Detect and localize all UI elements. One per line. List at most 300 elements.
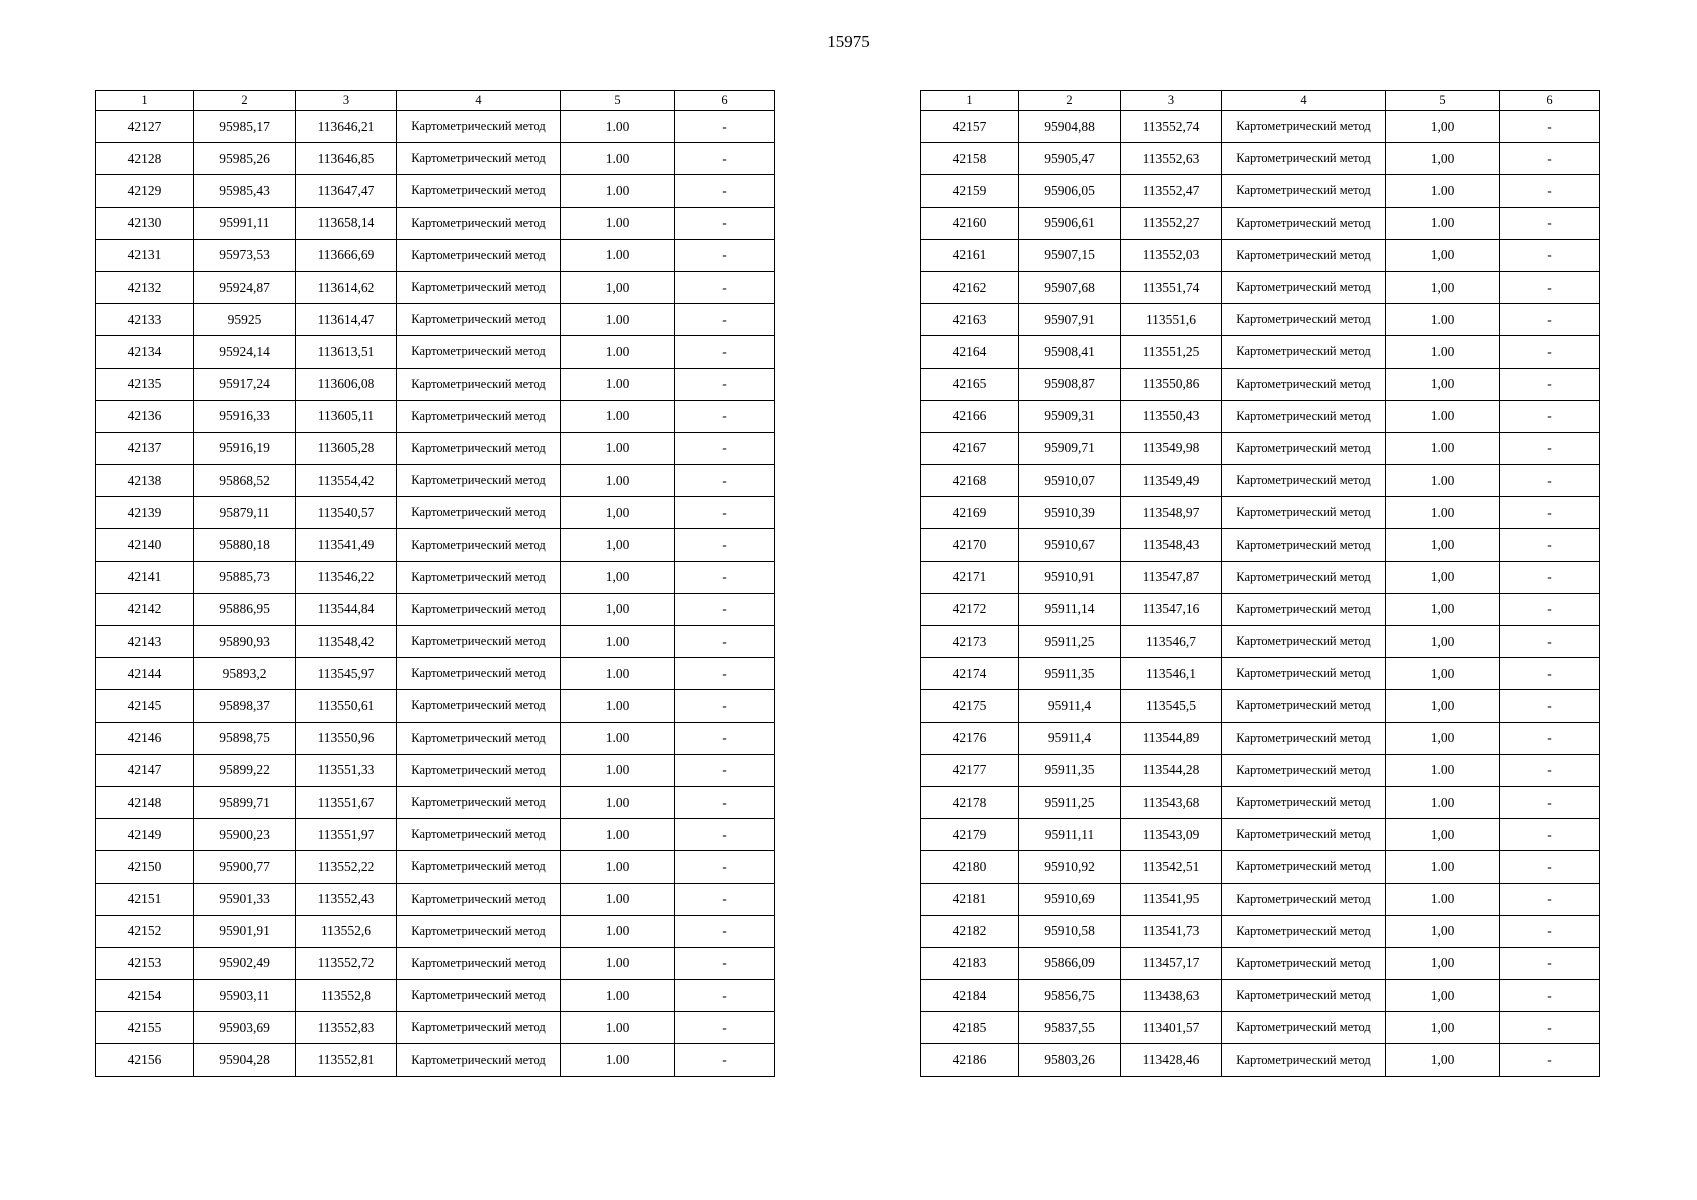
- note-cell: -: [1500, 271, 1600, 303]
- x-coordinate-cell: 95905,47: [1019, 143, 1121, 175]
- point-number-cell: 42154: [96, 980, 194, 1012]
- point-number-cell: 42175: [921, 690, 1019, 722]
- accuracy-cell: 1.00: [561, 304, 675, 336]
- table-row: [921, 497, 1600, 529]
- table-row: [921, 658, 1600, 690]
- x-coordinate-cell: 95973,53: [194, 239, 296, 271]
- method-cell: Картометрический метод: [1222, 1012, 1386, 1044]
- column-header-6: 6: [675, 91, 775, 111]
- x-coordinate-cell: 95908,87: [1019, 368, 1121, 400]
- x-coordinate-cell: 95911,25: [1019, 786, 1121, 818]
- method-cell: Картометрический метод: [1222, 529, 1386, 561]
- accuracy-cell: 1.00: [1386, 432, 1500, 464]
- accuracy-cell: 1.00: [561, 915, 675, 947]
- note-cell: -: [675, 111, 775, 143]
- y-coordinate-cell: 113551,33: [296, 754, 397, 786]
- y-coordinate-cell: 113550,43: [1121, 400, 1222, 432]
- x-coordinate-cell: 95924,87: [194, 271, 296, 303]
- table-row: [921, 851, 1600, 883]
- note-cell: -: [675, 626, 775, 658]
- accuracy-cell: 1,00: [1386, 819, 1500, 851]
- accuracy-cell: 1.00: [1386, 175, 1500, 207]
- x-coordinate-cell: 95886,95: [194, 593, 296, 625]
- note-cell: -: [675, 271, 775, 303]
- note-cell: -: [1500, 497, 1600, 529]
- method-cell: Картометрический метод: [397, 947, 561, 979]
- table-row: [921, 175, 1600, 207]
- x-coordinate-cell: 95907,91: [1019, 304, 1121, 336]
- method-cell: Картометрический метод: [397, 336, 561, 368]
- y-coordinate-cell: 113552,43: [296, 883, 397, 915]
- accuracy-cell: 1.00: [1386, 497, 1500, 529]
- point-number-cell: 42141: [96, 561, 194, 593]
- table-row: [921, 400, 1600, 432]
- y-coordinate-cell: 113550,86: [1121, 368, 1222, 400]
- accuracy-cell: 1.00: [561, 754, 675, 786]
- x-coordinate-cell: 95904,28: [194, 1044, 296, 1076]
- table-row: [96, 368, 775, 400]
- method-cell: Картометрический метод: [397, 754, 561, 786]
- method-cell: Картометрический метод: [397, 722, 561, 754]
- y-coordinate-cell: 113646,85: [296, 143, 397, 175]
- table-row: [96, 980, 775, 1012]
- point-number-cell: 42134: [96, 336, 194, 368]
- table-row: [96, 626, 775, 658]
- column-header-4: 4: [1222, 91, 1386, 111]
- method-cell: Картометрический метод: [1222, 207, 1386, 239]
- y-coordinate-cell: 113552,83: [296, 1012, 397, 1044]
- method-cell: Картометрический метод: [397, 690, 561, 722]
- point-number-cell: 42148: [96, 786, 194, 818]
- point-number-cell: 42152: [96, 915, 194, 947]
- x-coordinate-cell: 95911,35: [1019, 754, 1121, 786]
- point-number-cell: 42174: [921, 658, 1019, 690]
- note-cell: -: [675, 593, 775, 625]
- y-coordinate-cell: 113428,46: [1121, 1044, 1222, 1076]
- table-row: [96, 304, 775, 336]
- table-row: [96, 593, 775, 625]
- point-number-cell: 42158: [921, 143, 1019, 175]
- y-coordinate-cell: 113457,17: [1121, 947, 1222, 979]
- column-header-5: 5: [1386, 91, 1500, 111]
- accuracy-cell: 1,00: [1386, 1012, 1500, 1044]
- point-number-cell: 42138: [96, 465, 194, 497]
- y-coordinate-cell: 113614,62: [296, 271, 397, 303]
- method-cell: Картометрический метод: [397, 1012, 561, 1044]
- table-row: [96, 143, 775, 175]
- method-cell: Картометрический метод: [1222, 336, 1386, 368]
- accuracy-cell: 1.00: [561, 626, 675, 658]
- point-number-cell: 42151: [96, 883, 194, 915]
- x-coordinate-cell: 95866,09: [1019, 947, 1121, 979]
- accuracy-cell: 1.00: [1386, 851, 1500, 883]
- accuracy-cell: 1.00: [561, 368, 675, 400]
- method-cell: Картометрический метод: [397, 786, 561, 818]
- x-coordinate-cell: 95906,05: [1019, 175, 1121, 207]
- note-cell: -: [1500, 658, 1600, 690]
- note-cell: -: [1500, 626, 1600, 658]
- table-row: [96, 175, 775, 207]
- table-row: [921, 915, 1600, 947]
- x-coordinate-cell: 95910,69: [1019, 883, 1121, 915]
- y-coordinate-cell: 113550,96: [296, 722, 397, 754]
- note-cell: -: [1500, 593, 1600, 625]
- method-cell: Картометрический метод: [397, 883, 561, 915]
- accuracy-cell: 1.00: [1386, 754, 1500, 786]
- y-coordinate-cell: 113552,22: [296, 851, 397, 883]
- note-cell: -: [675, 400, 775, 432]
- point-number-cell: 42137: [96, 432, 194, 464]
- y-coordinate-cell: 113549,49: [1121, 465, 1222, 497]
- y-coordinate-cell: 113552,47: [1121, 175, 1222, 207]
- method-cell: Картометрический метод: [1222, 271, 1386, 303]
- accuracy-cell: 1.00: [561, 207, 675, 239]
- table-row: [96, 497, 775, 529]
- table-row: [921, 754, 1600, 786]
- accuracy-cell: 1.00: [561, 111, 675, 143]
- point-number-cell: 42180: [921, 851, 1019, 883]
- table-row: [96, 658, 775, 690]
- y-coordinate-cell: 113646,21: [296, 111, 397, 143]
- y-coordinate-cell: 113544,84: [296, 593, 397, 625]
- y-coordinate-cell: 113606,08: [296, 368, 397, 400]
- accuracy-cell: 1,00: [1386, 111, 1500, 143]
- method-cell: Картометрический метод: [1222, 561, 1386, 593]
- x-coordinate-cell: 95911,35: [1019, 658, 1121, 690]
- method-cell: Картометрический метод: [1222, 432, 1386, 464]
- x-coordinate-cell: 95925: [194, 304, 296, 336]
- y-coordinate-cell: 113548,97: [1121, 497, 1222, 529]
- x-coordinate-cell: 95898,75: [194, 722, 296, 754]
- note-cell: -: [1500, 883, 1600, 915]
- table-row: [96, 400, 775, 432]
- x-coordinate-cell: 95907,15: [1019, 239, 1121, 271]
- note-cell: -: [1500, 915, 1600, 947]
- y-coordinate-cell: 113401,57: [1121, 1012, 1222, 1044]
- x-coordinate-cell: 95916,19: [194, 432, 296, 464]
- accuracy-cell: 1.00: [561, 980, 675, 1012]
- table-row: [96, 947, 775, 979]
- accuracy-cell: 1.00: [561, 143, 675, 175]
- note-cell: -: [675, 658, 775, 690]
- table-header-row: [921, 91, 1600, 111]
- note-cell: -: [1500, 947, 1600, 979]
- accuracy-cell: 1.00: [1386, 465, 1500, 497]
- method-cell: Картометрический метод: [1222, 400, 1386, 432]
- table-row: [96, 561, 775, 593]
- x-coordinate-cell: 95893,2: [194, 658, 296, 690]
- point-number-cell: 42173: [921, 626, 1019, 658]
- column-header-6: 6: [1500, 91, 1600, 111]
- note-cell: -: [1500, 368, 1600, 400]
- y-coordinate-cell: 113551,97: [296, 819, 397, 851]
- column-header-2: 2: [194, 91, 296, 111]
- y-coordinate-cell: 113542,51: [1121, 851, 1222, 883]
- note-cell: -: [675, 883, 775, 915]
- y-coordinate-cell: 113548,42: [296, 626, 397, 658]
- note-cell: -: [1500, 1044, 1600, 1076]
- accuracy-cell: 1.00: [561, 400, 675, 432]
- y-coordinate-cell: 113543,68: [1121, 786, 1222, 818]
- accuracy-cell: 1,00: [1386, 368, 1500, 400]
- column-header-2: 2: [1019, 91, 1121, 111]
- y-coordinate-cell: 113547,16: [1121, 593, 1222, 625]
- method-cell: Картометрический метод: [1222, 1044, 1386, 1076]
- method-cell: Картометрический метод: [397, 626, 561, 658]
- method-cell: Картометрический метод: [397, 819, 561, 851]
- method-cell: Картометрический метод: [397, 207, 561, 239]
- note-cell: -: [1500, 175, 1600, 207]
- x-coordinate-cell: 95910,58: [1019, 915, 1121, 947]
- x-coordinate-cell: 95906,61: [1019, 207, 1121, 239]
- table-row: [921, 1012, 1600, 1044]
- x-coordinate-cell: 95901,33: [194, 883, 296, 915]
- note-cell: -: [675, 1044, 775, 1076]
- page-number: 15975: [827, 32, 870, 51]
- method-cell: Картометрический метод: [397, 271, 561, 303]
- accuracy-cell: 1,00: [1386, 980, 1500, 1012]
- note-cell: -: [1500, 786, 1600, 818]
- method-cell: Картометрический метод: [397, 1044, 561, 1076]
- y-coordinate-cell: 113551,74: [1121, 271, 1222, 303]
- point-number-cell: 42170: [921, 529, 1019, 561]
- table-row: [921, 304, 1600, 336]
- y-coordinate-cell: 113552,03: [1121, 239, 1222, 271]
- method-cell: Картометрический метод: [1222, 754, 1386, 786]
- note-cell: -: [675, 207, 775, 239]
- method-cell: Картометрический метод: [1222, 915, 1386, 947]
- note-cell: -: [675, 239, 775, 271]
- x-coordinate-cell: 95890,93: [194, 626, 296, 658]
- table-row: [96, 883, 775, 915]
- note-cell: -: [675, 304, 775, 336]
- point-number-cell: 42145: [96, 690, 194, 722]
- table-row: [921, 271, 1600, 303]
- accuracy-cell: 1.00: [561, 819, 675, 851]
- table-row: [921, 947, 1600, 979]
- point-number-cell: 42182: [921, 915, 1019, 947]
- accuracy-cell: 1.00: [561, 851, 675, 883]
- y-coordinate-cell: 113552,8: [296, 980, 397, 1012]
- accuracy-cell: 1,00: [1386, 915, 1500, 947]
- x-coordinate-cell: 95879,11: [194, 497, 296, 529]
- note-cell: -: [675, 754, 775, 786]
- method-cell: Картометрический метод: [1222, 722, 1386, 754]
- accuracy-cell: 1.00: [1386, 336, 1500, 368]
- note-cell: -: [1500, 819, 1600, 851]
- x-coordinate-cell: 95910,67: [1019, 529, 1121, 561]
- accuracy-cell: 1,00: [1386, 690, 1500, 722]
- x-coordinate-cell: 95909,71: [1019, 432, 1121, 464]
- point-number-cell: 42147: [96, 754, 194, 786]
- x-coordinate-cell: 95910,91: [1019, 561, 1121, 593]
- y-coordinate-cell: 113551,67: [296, 786, 397, 818]
- point-number-cell: 42186: [921, 1044, 1019, 1076]
- y-coordinate-cell: 113554,42: [296, 465, 397, 497]
- y-coordinate-cell: 113666,69: [296, 239, 397, 271]
- note-cell: -: [1500, 722, 1600, 754]
- y-coordinate-cell: 113614,47: [296, 304, 397, 336]
- table-row: [96, 754, 775, 786]
- x-coordinate-cell: 95907,68: [1019, 271, 1121, 303]
- y-coordinate-cell: 113551,6: [1121, 304, 1222, 336]
- method-cell: Картометрический метод: [397, 980, 561, 1012]
- point-number-cell: 42160: [921, 207, 1019, 239]
- point-number-cell: 42127: [96, 111, 194, 143]
- x-coordinate-cell: 95916,33: [194, 400, 296, 432]
- accuracy-cell: 1,00: [561, 529, 675, 561]
- column-header-3: 3: [296, 91, 397, 111]
- note-cell: -: [675, 175, 775, 207]
- method-cell: Картометрический метод: [1222, 980, 1386, 1012]
- note-cell: -: [675, 368, 775, 400]
- accuracy-cell: 1.00: [561, 1012, 675, 1044]
- method-cell: Картометрический метод: [1222, 626, 1386, 658]
- accuracy-cell: 1.00: [561, 175, 675, 207]
- column-header-4: 4: [397, 91, 561, 111]
- y-coordinate-cell: 113541,49: [296, 529, 397, 561]
- point-number-cell: 42169: [921, 497, 1019, 529]
- x-coordinate-cell: 95908,41: [1019, 336, 1121, 368]
- y-coordinate-cell: 113543,09: [1121, 819, 1222, 851]
- accuracy-cell: 1.00: [561, 658, 675, 690]
- table-row: [921, 1044, 1600, 1076]
- accuracy-cell: 1,00: [1386, 561, 1500, 593]
- table-row: [921, 368, 1600, 400]
- accuracy-cell: 1.00: [561, 722, 675, 754]
- point-number-cell: 42167: [921, 432, 1019, 464]
- note-cell: -: [1500, 432, 1600, 464]
- x-coordinate-cell: 95899,71: [194, 786, 296, 818]
- method-cell: Картометрический метод: [397, 304, 561, 336]
- method-cell: Картометрический метод: [397, 497, 561, 529]
- method-cell: Картометрический метод: [397, 915, 561, 947]
- note-cell: -: [1500, 239, 1600, 271]
- x-coordinate-cell: 95803,26: [1019, 1044, 1121, 1076]
- point-number-cell: 42184: [921, 980, 1019, 1012]
- note-cell: -: [675, 722, 775, 754]
- note-cell: -: [1500, 561, 1600, 593]
- accuracy-cell: 1,00: [1386, 947, 1500, 979]
- point-number-cell: 42165: [921, 368, 1019, 400]
- x-coordinate-cell: 95903,69: [194, 1012, 296, 1044]
- table-row: [96, 529, 775, 561]
- accuracy-cell: 1.00: [1386, 786, 1500, 818]
- point-number-cell: 42142: [96, 593, 194, 625]
- x-coordinate-cell: 95911,25: [1019, 626, 1121, 658]
- note-cell: -: [675, 336, 775, 368]
- accuracy-cell: 1,00: [1386, 143, 1500, 175]
- x-coordinate-cell: 95985,43: [194, 175, 296, 207]
- table-row: [96, 111, 775, 143]
- accuracy-cell: 1.00: [561, 947, 675, 979]
- x-coordinate-cell: 95880,18: [194, 529, 296, 561]
- y-coordinate-cell: 113605,28: [296, 432, 397, 464]
- table-row: [921, 336, 1600, 368]
- y-coordinate-cell: 113552,27: [1121, 207, 1222, 239]
- method-cell: Картометрический метод: [397, 368, 561, 400]
- table-row: [96, 1044, 775, 1076]
- y-coordinate-cell: 113546,1: [1121, 658, 1222, 690]
- method-cell: Картометрический метод: [1222, 175, 1386, 207]
- note-cell: -: [675, 529, 775, 561]
- method-cell: Картометрический метод: [1222, 658, 1386, 690]
- y-coordinate-cell: 113541,73: [1121, 915, 1222, 947]
- y-coordinate-cell: 113545,5: [1121, 690, 1222, 722]
- point-number-cell: 42146: [96, 722, 194, 754]
- method-cell: Картометрический метод: [397, 658, 561, 690]
- table-row: [96, 690, 775, 722]
- method-cell: Картометрический метод: [397, 143, 561, 175]
- y-coordinate-cell: 113549,98: [1121, 432, 1222, 464]
- y-coordinate-cell: 113552,81: [296, 1044, 397, 1076]
- table-row: [921, 111, 1600, 143]
- method-cell: Картометрический метод: [1222, 851, 1386, 883]
- table-row: [96, 1012, 775, 1044]
- accuracy-cell: 1,00: [1386, 626, 1500, 658]
- accuracy-cell: 1,00: [1386, 722, 1500, 754]
- x-coordinate-cell: 95910,92: [1019, 851, 1121, 883]
- column-header-3: 3: [1121, 91, 1222, 111]
- x-coordinate-cell: 95898,37: [194, 690, 296, 722]
- table-body: [96, 111, 775, 1077]
- point-number-cell: 42132: [96, 271, 194, 303]
- table-row: [921, 819, 1600, 851]
- accuracy-cell: 1,00: [561, 271, 675, 303]
- point-number-cell: 42159: [921, 175, 1019, 207]
- point-number-cell: 42185: [921, 1012, 1019, 1044]
- table-row: [921, 593, 1600, 625]
- accuracy-cell: 1,00: [561, 593, 675, 625]
- method-cell: Картометрический метод: [1222, 368, 1386, 400]
- table-row: [96, 819, 775, 851]
- table-row: [921, 465, 1600, 497]
- accuracy-cell: 1,00: [561, 497, 675, 529]
- note-cell: -: [1500, 754, 1600, 786]
- table-row: [96, 915, 775, 947]
- y-coordinate-cell: 113647,47: [296, 175, 397, 207]
- x-coordinate-cell: 95868,52: [194, 465, 296, 497]
- note-cell: -: [675, 465, 775, 497]
- note-cell: -: [675, 561, 775, 593]
- accuracy-cell: 1.00: [1386, 207, 1500, 239]
- y-coordinate-cell: 113544,89: [1121, 722, 1222, 754]
- y-coordinate-cell: 113552,6: [296, 915, 397, 947]
- accuracy-cell: 1,00: [1386, 1044, 1500, 1076]
- note-cell: -: [1500, 980, 1600, 1012]
- accuracy-cell: 1,00: [561, 561, 675, 593]
- note-cell: -: [675, 851, 775, 883]
- x-coordinate-cell: 95885,73: [194, 561, 296, 593]
- note-cell: -: [675, 819, 775, 851]
- accuracy-cell: 1.00: [561, 690, 675, 722]
- y-coordinate-cell: 113552,63: [1121, 143, 1222, 175]
- y-coordinate-cell: 113438,63: [1121, 980, 1222, 1012]
- accuracy-cell: 1.00: [1386, 400, 1500, 432]
- note-cell: -: [1500, 1012, 1600, 1044]
- point-number-cell: 42136: [96, 400, 194, 432]
- x-coordinate-cell: 95837,55: [1019, 1012, 1121, 1044]
- column-header-1: 1: [921, 91, 1019, 111]
- point-number-cell: 42161: [921, 239, 1019, 271]
- table-row: [96, 207, 775, 239]
- table-row: [96, 239, 775, 271]
- point-number-cell: 42130: [96, 207, 194, 239]
- accuracy-cell: 1.00: [1386, 304, 1500, 336]
- accuracy-cell: 1,00: [1386, 658, 1500, 690]
- x-coordinate-cell: 95985,26: [194, 143, 296, 175]
- table-row: [921, 626, 1600, 658]
